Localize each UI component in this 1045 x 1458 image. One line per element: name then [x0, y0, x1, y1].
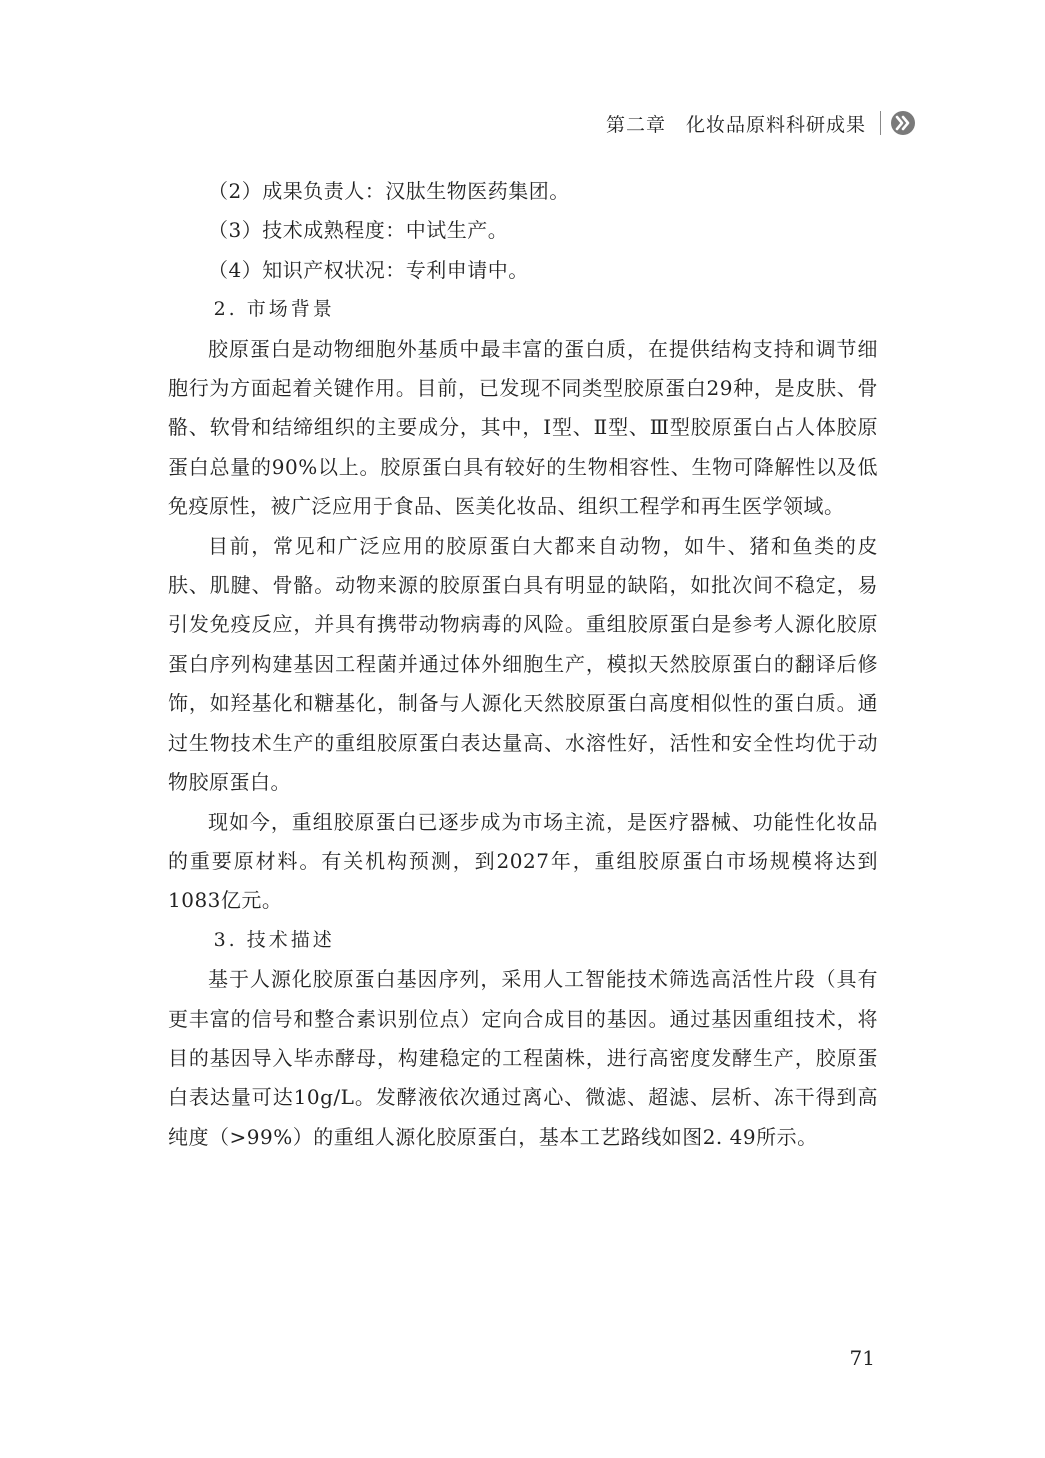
page-body [168, 172, 878, 1157]
paragraph: 基于人源化胶原蛋白基因序列，采用人工智能技术筛选高活性片段（具有更丰富的信号和整合素识别位点）定向合成目的基因。通过基因重组技术，将目的基因导入毕赤酵母，构建稳定的工程菌株，进行高密度发酵生产，胶原蛋白表达量可达10g/L。发酵液依次通过离心、微滤、超滤、层析、冻干得到高纯度（>99%）的重组人源化胶原蛋白，基本工艺路线如图2. 49所示。 [168, 967, 878, 1149]
header-divider [880, 111, 881, 135]
list-item: （2）成果负责人：汉肽生物医药集团。 [208, 179, 570, 203]
double-chevron-right-icon [891, 111, 915, 135]
paragraph: 目前，常见和广泛应用的胶原蛋白大都来自动物，如牛、猪和鱼类的皮肤、肌腱、骨骼。动物来源的胶原蛋白具有明显的缺陷，如批次间不稳定，易引发免疫反应，并具有携带动物病毒的风险。重组胶原蛋白是参考人源化胶原蛋白序列构建基因工程菌并通过体外细胞生产，模拟天然胶原蛋白的翻译后修饰，如羟基化和糖基化，制备与人源化天然胶原蛋白高度相似性的蛋白质。通过生物技术生产的重组胶原蛋白表达量高、水溶性好，活性和安全性均优于动物胶原蛋白。 [168, 533, 878, 795]
page-number: 71 [849, 1346, 875, 1370]
running-header [606, 108, 915, 138]
list-item: （4）知识产权状况：专利申请中。 [208, 257, 529, 282]
list-item: （3）技术成熟程度：中试生产。 [208, 218, 509, 243]
chapter-title: 第二章 化妆品原料科研成果 [605, 113, 866, 136]
paragraph: 现如今，重组胶原蛋白已逐步成为市场主流，是医疗器械、功能性化妆品的重要原材料。有关机构预测，到2027年，重组胶原蛋白市场规模将达到1083亿元。 [168, 809, 878, 913]
section-heading-technology: 3. 技术描述 [213, 928, 335, 951]
section-heading-market: 2. 市场背景 [213, 298, 335, 321]
paragraph: 胶原蛋白是动物细胞外基质中最丰富的蛋白质，在提供结构支持和调节细胞行为方面起着关键作用。目前，已发现不同类型胶原蛋白29种，是皮肤、骨骼、软骨和结缔组织的主要成分，其中，Ⅰ型、Ⅱ型、Ⅲ型胶原蛋白占人体胶原蛋白总量的90%以上。胶原蛋白具有较好的生物相容性、生物可降解性以及低免疫原性，被广泛应用于食品、医美化妆品、组织工程学和再生医学领域。 [168, 336, 878, 519]
